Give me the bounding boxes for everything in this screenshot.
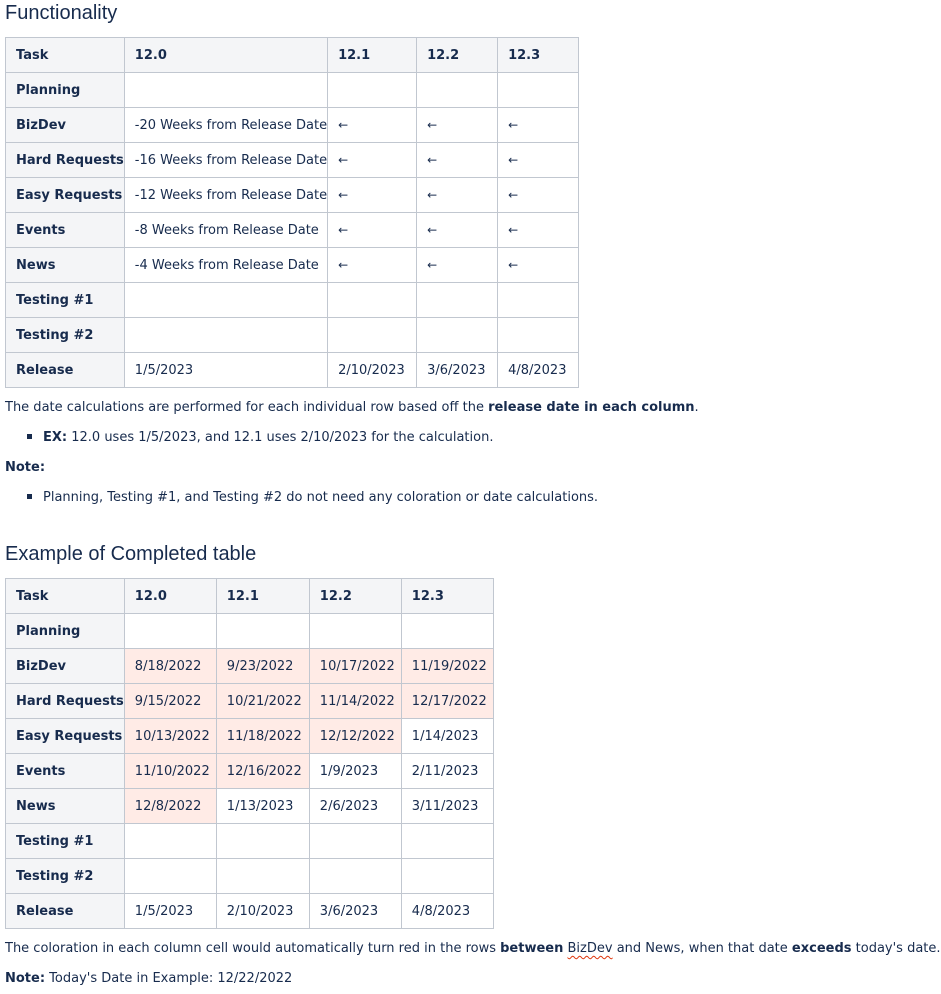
table-row [6,754,494,789]
example-bullet [27,430,493,445]
row-task-label: Release [6,353,125,388]
calc-description-bold: release date in each column [488,400,695,415]
table-cell: ← [417,213,498,248]
table-cell [309,859,401,894]
header-12-3: 12.3 [401,579,493,614]
calc-description [5,400,699,415]
table-row [6,824,494,859]
bullet-square-icon [27,494,32,499]
table-cell [309,824,401,859]
functionality-table [5,37,579,388]
row-task-label: Hard Requests [6,143,125,178]
bullet-square-icon [27,434,32,439]
row-task-label: BizDev [6,108,125,143]
row-task-label: Planning [6,614,125,649]
table-row [6,614,494,649]
note-bullet-text: Planning, Testing #1, and Testing #2 do not need any coloration or date calculations. [43,490,599,505]
table-row [6,283,579,318]
note-label: Note: [5,460,46,475]
table-cell: ← [328,143,417,178]
coloration-bold-exceeds: exceeds [791,941,852,956]
table-row [6,719,494,754]
header-12-1: 12.1 [328,38,417,73]
table-cell [498,73,579,108]
coloration-bold-between: between [500,941,564,956]
table-cell: 12/17/2022 [401,684,493,719]
table-cell [401,614,493,649]
table-cell: 1/9/2023 [309,754,401,789]
spellcheck-word[interactable]: BizDev [567,941,613,956]
row-task-label: Testing #2 [6,859,125,894]
table-row [6,859,494,894]
table-cell: ← [498,108,579,143]
row-task-label: Easy Requests [6,178,125,213]
table-cell [417,283,498,318]
table-cell [216,824,309,859]
table-cell: ← [417,143,498,178]
example-bullet-text: 12.0 uses 1/5/2023, and 12.1 uses 2/10/2023 for the calculation. [67,430,494,445]
header-12-2: 12.2 [417,38,498,73]
table-cell: ← [498,178,579,213]
table-cell [124,73,327,108]
table-header-row [6,579,494,614]
coloration-text-3: today's date. [851,941,941,956]
table-cell [124,859,216,894]
table-cell: 11/14/2022 [309,684,401,719]
table-cell: ← [498,143,579,178]
table-cell [498,318,579,353]
table-row [6,894,494,929]
table-cell: 11/10/2022 [124,754,216,789]
table-cell: 8/18/2022 [124,649,216,684]
table-cell [124,824,216,859]
table-row [6,318,579,353]
table-cell [498,283,579,318]
table-cell: 12/16/2022 [216,754,309,789]
table-cell: 12/8/2022 [124,789,216,824]
row-task-label: Hard Requests [6,684,125,719]
table-cell: 2/10/2023 [328,353,417,388]
table-cell [328,318,417,353]
table-cell: -4 Weeks from Release Date [124,248,327,283]
table-cell [401,859,493,894]
header-task: Task [6,579,125,614]
table-cell: 1/5/2023 [124,353,327,388]
table-cell [417,73,498,108]
table-row [6,73,579,108]
header-task: Task [6,38,125,73]
row-task-label: Testing #1 [6,283,125,318]
table-cell [401,824,493,859]
note-bullet [27,490,598,505]
table-cell: -16 Weeks from Release Date [124,143,327,178]
table-row [6,108,579,143]
row-task-label: Testing #1 [6,824,125,859]
table-cell: ← [417,178,498,213]
header-12-3: 12.3 [498,38,579,73]
table-row [6,789,494,824]
coloration-text-1: The coloration in each column cell would automatically turn red in the rows [5,941,501,956]
todays-date-label: Note: [5,971,46,986]
table-cell: 10/13/2022 [124,719,216,754]
table-cell [124,283,327,318]
table-cell: 9/15/2022 [124,684,216,719]
row-task-label: BizDev [6,649,125,684]
row-task-label: News [6,248,125,283]
table-cell: 4/8/2023 [498,353,579,388]
table-cell: -8 Weeks from Release Date [124,213,327,248]
functionality-heading: Functionality [5,2,118,24]
completed-table [5,578,494,929]
table-cell: ← [498,213,579,248]
table-cell: 4/8/2023 [401,894,493,929]
table-row [6,649,494,684]
table-cell [417,318,498,353]
table-cell [124,614,216,649]
row-task-label: Testing #2 [6,318,125,353]
table-cell: 2/6/2023 [309,789,401,824]
table-cell: 1/13/2023 [216,789,309,824]
table-row [6,353,579,388]
table-cell [328,283,417,318]
header-12-2: 12.2 [309,579,401,614]
table-cell [124,318,327,353]
table-cell: ← [417,248,498,283]
table-header-row [6,38,579,73]
table-cell [328,73,417,108]
table-cell: 9/23/2022 [216,649,309,684]
calc-description-text: The date calculations are performed for each individual row based off the [5,400,489,415]
table-row [6,684,494,719]
row-task-label: News [6,789,125,824]
coloration-description [5,941,941,956]
table-row [6,143,579,178]
table-cell [309,614,401,649]
header-12-0: 12.0 [124,38,327,73]
table-cell: 3/11/2023 [401,789,493,824]
example-bullet-label: EX: [43,430,68,445]
row-task-label: Events [6,213,125,248]
table-row [6,248,579,283]
table-cell: ← [328,213,417,248]
todays-date-note [5,971,292,986]
table-cell: 2/11/2023 [401,754,493,789]
table-cell: ← [417,108,498,143]
table-cell: ← [498,248,579,283]
table-cell: ← [328,108,417,143]
table-cell: 12/12/2022 [309,719,401,754]
example-heading: Example of Completed table [5,543,257,565]
row-task-label: Planning [6,73,125,108]
table-row [6,213,579,248]
table-cell: 3/6/2023 [309,894,401,929]
table-cell: -12 Weeks from Release Date [124,178,327,213]
table-cell: 2/10/2023 [216,894,309,929]
table-cell: 1/5/2023 [124,894,216,929]
coloration-text-2: and News, when that date [612,941,792,956]
table-cell: 10/21/2022 [216,684,309,719]
todays-date-text: Today's Date in Example: 12/22/2022 [45,971,293,986]
table-cell: 11/19/2022 [401,649,493,684]
table-cell: ← [328,178,417,213]
table-cell: 10/17/2022 [309,649,401,684]
table-cell: 1/14/2023 [401,719,493,754]
row-task-label: Events [6,754,125,789]
table-cell [216,614,309,649]
table-cell: ← [328,248,417,283]
row-task-label: Easy Requests [6,719,125,754]
header-12-1: 12.1 [216,579,309,614]
table-cell: 3/6/2023 [417,353,498,388]
table-row [6,178,579,213]
table-cell: 11/18/2022 [216,719,309,754]
calc-description-end: . [694,400,699,415]
row-task-label: Release [6,894,125,929]
header-12-0: 12.0 [124,579,216,614]
table-cell: -20 Weeks from Release Date [124,108,327,143]
table-cell [216,859,309,894]
